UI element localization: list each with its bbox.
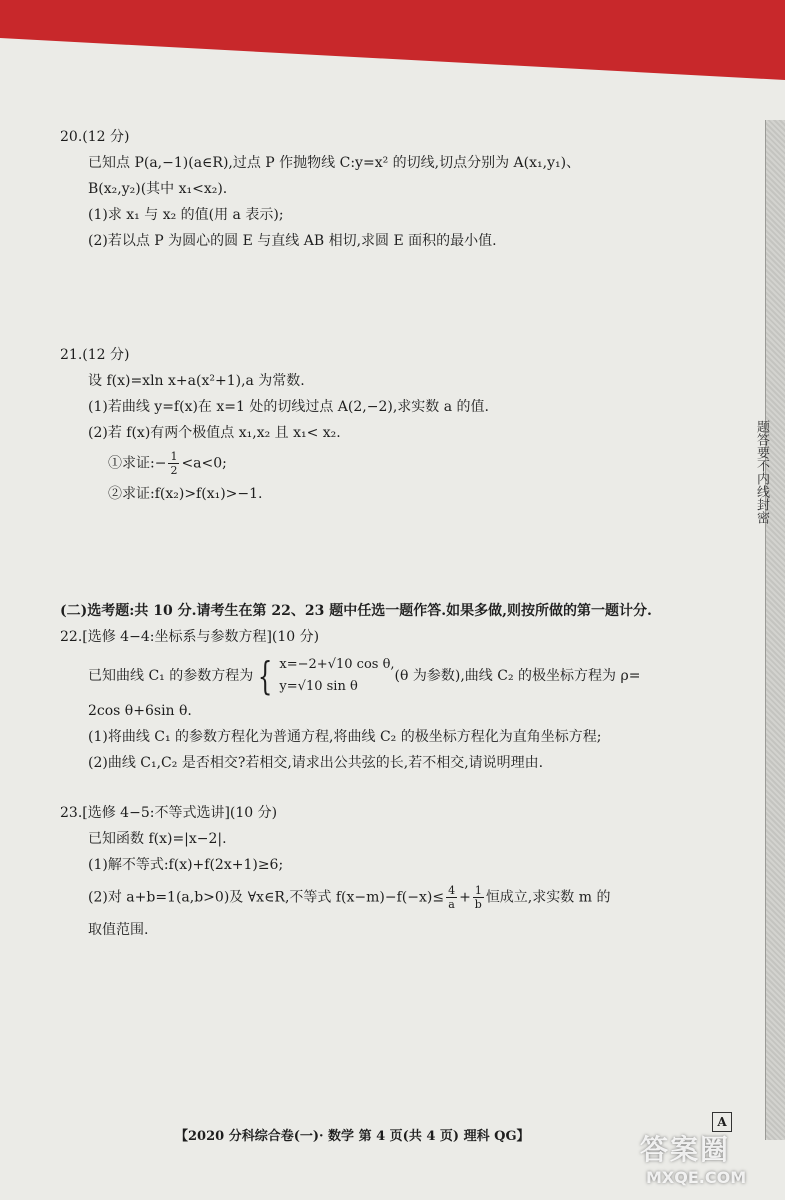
q22-line-3: (1)将曲线 C₁ 的参数方程化为普通方程,将曲线 C₂ 的极坐标方程化为直角坐标方程; [88, 729, 602, 745]
q21-head: 21.(12 分) [60, 347, 130, 363]
q23-line-2: (1)解不等式:f(x)+f(2x+1)≥6; [88, 857, 284, 873]
watermark-logo-text: 答案圈 [640, 1133, 731, 1166]
brace-icon: { [258, 654, 273, 698]
q22-line-1 [60, 654, 640, 698]
question-22 [60, 624, 640, 776]
q20-line-1: 已知点 P(a,−1)(a∈R),过点 P 作抛物线 C:y=x² 的切线,切点分别为 A(x₁,y₁)、 [88, 155, 581, 171]
fraction-1-over-b: $\frac{1}{b}$ [474, 884, 482, 911]
q20-line-3: (1)求 x₁ 与 x₂ 的值(用 a 表示); [88, 207, 284, 223]
q21-line-2: (1)若曲线 y=f(x)在 x=1 处的切线过点 A(2,−2),求实数 a 的值. [88, 399, 489, 415]
q21-line-5: ②求证:f(x₂)>f(x₁)>−1. [108, 486, 263, 502]
q23-line-4: 取值范围. [88, 922, 149, 938]
q21-l4-post: <a<0; [181, 455, 227, 472]
q20-line-4: (2)若以点 P 为圆心的圆 E 与直线 AB 相切,求圆 E 面积的最小值. [88, 233, 497, 249]
q23-line-3 [60, 884, 610, 911]
q23-line-1: 已知函数 f(x)=|x−2|. [88, 831, 227, 847]
site-watermark [640, 1128, 780, 1194]
fraction-4-over-a: $\frac{4}{a}$ [448, 884, 456, 911]
q20-head: 20.(12 分) [60, 129, 130, 145]
parametric-system [253, 654, 394, 698]
q20-line-2: B(x₂,y₂)(其中 x₁<x₂). [88, 181, 228, 197]
q21-line-1: 设 f(x)=xln x+a(x²+1),a 为常数. [88, 373, 305, 389]
binding-text [770, 420, 784, 524]
watermark-url: MXQE.COM [646, 1168, 747, 1187]
page-footer: 【2020 分科综合卷(一)· 数学 第 4 页(共 4 页) 理科 QG】 [175, 1129, 530, 1144]
q23-head: 23.[选修 4−5:不等式选讲](10 分) [60, 805, 278, 821]
q21-line-3: (2)若 f(x)有两个极值点 x₁,x₂ 且 x₁< x₂. [88, 425, 341, 441]
question-21 [60, 342, 489, 507]
q22-line-2: 2cos θ+6sin θ. [88, 703, 192, 719]
question-20 [60, 124, 580, 254]
q22-head: 22.[选修 4−4:坐标系与参数方程](10 分) [60, 629, 320, 645]
q23-l3-pre: (2)对 a+b=1(a,b>0)及 ∀x∈R,不等式 f(x−m)−f(−x)≤ [88, 889, 445, 906]
param-eq-y: y=√10 sin θ [279, 679, 358, 694]
q21-l4-pre: ①求证:− [108, 455, 167, 472]
q23-l3-post: 恒成立,求实数 m 的 [485, 889, 611, 906]
binding-strip [765, 120, 785, 1140]
fraction-half: $\frac{1}{2}$ [170, 450, 178, 477]
q21-line-4 [60, 450, 489, 477]
q22-l1-post: (θ 为参数),曲线 C₂ 的极坐标方程为 ρ= [394, 668, 641, 684]
question-23 [60, 800, 610, 943]
q22-l1-pre: 已知曲线 C₁ 的参数方程为 [88, 668, 254, 684]
section-optional-heading: (二)选考题:共 10 分.请考生在第 22、23 题中任选一题作答.如果多做,则按所做的第一题计分. [60, 603, 652, 619]
q22-line-4: (2)曲线 C₁,C₂ 是否相交?若相交,请求出公共弦的长,若不相交,请说明理由. [88, 755, 544, 771]
param-eq-x: x=−2+√10 cos θ, [279, 657, 395, 672]
version-mark: A [712, 1112, 732, 1132]
q23-l3-mid: + [459, 889, 471, 906]
